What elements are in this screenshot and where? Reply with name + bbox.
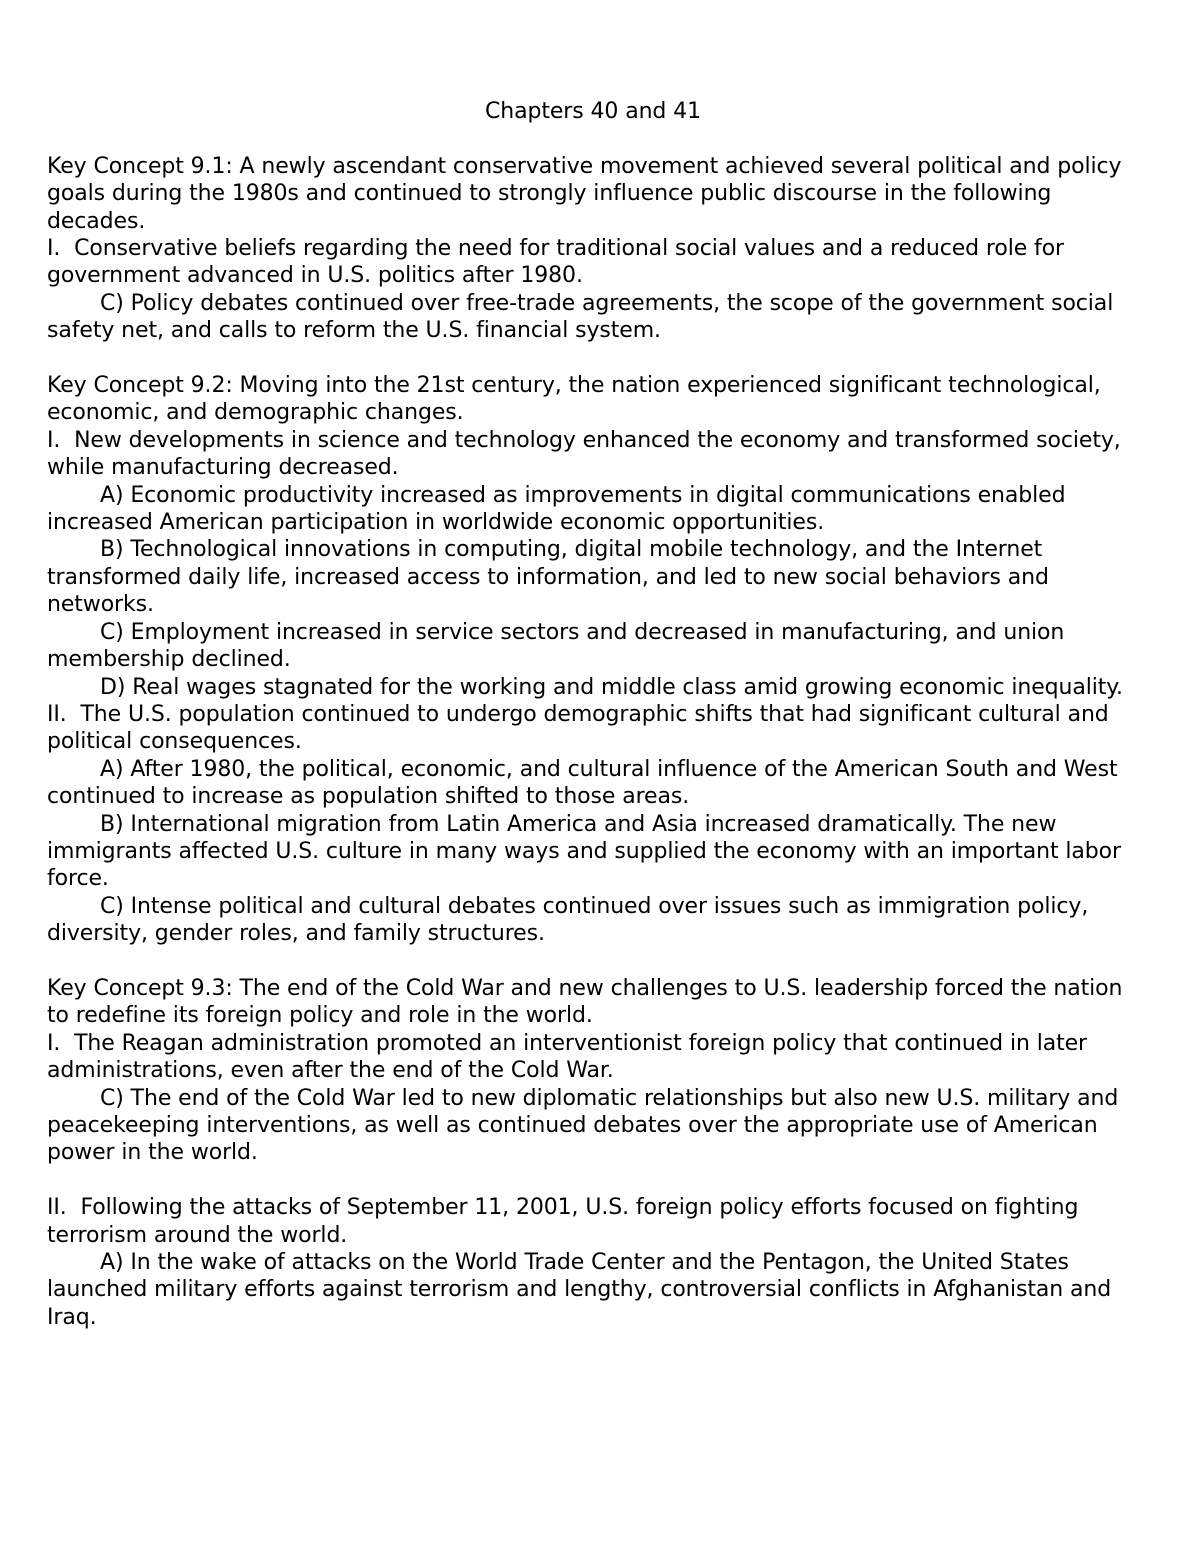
sub-point: C) Employment increased in service sectors and decreased in manufacturing, and union membership declined. xyxy=(47,619,1072,673)
sub-point: B) International migration from Latin America and Asia increased dramatically. The new immigrants affected U.S. culture in many ways and supplied the economy with an important labor force. xyxy=(47,811,1128,892)
blank-line xyxy=(47,1167,1127,1194)
roman-point: I. The Reagan administration promoted an interventionist foreign policy that continued in later administrations, even after the end of the Cold War. xyxy=(47,1030,1094,1084)
key-concept-heading: Key Concept 9.2: Moving into the 21st century, the nation experienced significant technological, economic, and demographic changes. xyxy=(47,373,1108,426)
sub-point: D) Real wages stagnated for the working and middle class amid growing economic inequality. xyxy=(100,674,1123,700)
key-concept-9-2 xyxy=(47,372,1127,948)
sub-point: C) The end of the Cold War led to new diplomatic relationships but also new U.S. military and peacekeeping interventions, as well as continued debates over the appropriate use of American power in the world. xyxy=(47,1085,1126,1166)
sub-point: A) After 1980, the political, economic, and cultural influence of the American South and West continued to increase as population shifted to those areas. xyxy=(47,756,1125,810)
key-concept-heading: Key Concept 9.3: The end of the Cold War and new challenges to U.S. leadership forced the nation to redefine its foreign policy and role in the world. xyxy=(47,975,1130,1029)
sub-point: C) Intense political and cultural debates continued over issues such as immigration policy, diversity, gender roles, and family structures. xyxy=(47,893,1096,947)
key-concept-9-1 xyxy=(47,153,1127,345)
blank-line xyxy=(47,125,1127,152)
sub-point: A) In the wake of attacks on the World Trade Center and the Pentagon, the United States launched military efforts against terrorism and lengthy, controversial conflicts in Afghanistan and Iraq. xyxy=(47,1250,1118,1330)
roman-point: II. The U.S. population continued to undergo demographic shifts that had significant cultural and political consequences. xyxy=(47,701,1116,755)
blank-line xyxy=(47,948,1127,975)
roman-point: II. Following the attacks of September 11, 2001, U.S. foreign policy efforts focused on fighting terrorism around the world. xyxy=(47,1195,1086,1248)
roman-point: I. New developments in science and technology enhanced the economy and transformed society, while manufacturing decreased. xyxy=(47,427,1128,481)
document-title: Chapters 40 and 41 xyxy=(485,99,701,124)
sub-point: C) Policy debates continued over free-trade agreements, the scope of the government social safety net, and calls to reform the U.S. financial system. xyxy=(47,290,1121,344)
roman-point: I. Conservative beliefs regarding the need for traditional social values and a reduced role for government advanced in U.S. politics after 1980. xyxy=(47,236,1071,289)
key-concept-heading: Key Concept 9.1: A newly ascendant conservative movement achieved several political and policy goals during the 1980s and continued to strongly influence public discourse in the following decades. xyxy=(47,153,1129,234)
key-concept-9-3 xyxy=(47,975,1130,1331)
sub-point: B) Technological innovations in computing, digital mobile technology, and the Internet transformed daily life, increased access to information, and led to new social behaviors and networks. xyxy=(47,537,1056,618)
sub-point: A) Economic productivity increased as improvements in digital communications enabled increased American participation in worldwide economic opportunities. xyxy=(47,482,1073,536)
blank-line xyxy=(47,345,1127,372)
document-page xyxy=(47,98,1130,1331)
